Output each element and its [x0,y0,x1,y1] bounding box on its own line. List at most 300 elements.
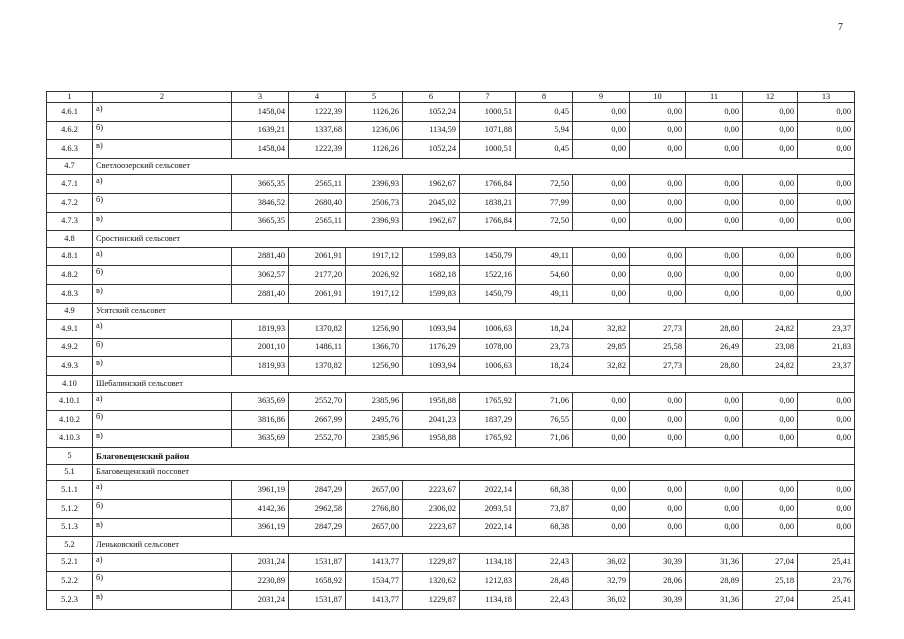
value-cell: 2962,58 [289,500,346,519]
value-cell: 2093,51 [460,500,516,519]
value-cell: 25,41 [798,553,855,572]
value-cell: 2306,02 [403,500,460,519]
value-cell: 0,00 [743,212,798,231]
column-number-header: 10 [630,92,686,103]
section-code: 4.10 [47,375,93,392]
value-cell: 3846,52 [232,193,289,212]
value-cell: 2565,11 [289,212,346,231]
value-cell: 5,94 [516,121,573,140]
column-number-header: 3 [232,92,289,103]
value-cell: 0,00 [573,481,630,500]
value-cell: 76,55 [516,411,573,430]
value-cell: 36,02 [573,553,630,572]
value-cell: 1126,26 [346,103,403,122]
row-variant: б) [93,572,232,591]
value-cell: 0,00 [798,284,855,303]
value-cell: 2177,20 [289,266,346,285]
value-cell: 0,00 [743,429,798,448]
row-code: 4.6.1 [47,103,93,122]
page-number: 7 [838,22,843,33]
table-row [47,500,855,519]
row-code: 4.6.2 [47,121,93,140]
value-cell: 1337,68 [289,121,346,140]
value-cell: 73,87 [516,500,573,519]
value-cell: 1229,87 [403,591,460,610]
row-code: 5.2.3 [47,591,93,610]
row-code: 5.2.1 [47,553,93,572]
section-title: Благовещенский поссовет [93,464,855,481]
value-cell: 0,00 [573,392,630,411]
value-cell: 1765,92 [460,429,516,448]
value-cell: 68,38 [516,518,573,537]
row-variant: а) [93,103,232,122]
value-cell: 1126,26 [346,140,403,159]
value-cell: 0,00 [798,103,855,122]
value-cell: 71,06 [516,392,573,411]
value-cell: 3635,69 [232,429,289,448]
value-cell: 1534,77 [346,572,403,591]
row-code: 4.6.3 [47,140,93,159]
value-cell: 21,83 [798,338,855,357]
row-variant: б) [93,266,232,285]
table-row [47,429,855,448]
value-cell: 0,00 [630,212,686,231]
value-cell: 1000,51 [460,103,516,122]
value-cell: 0,00 [573,500,630,519]
section-row [47,464,855,481]
value-cell: 1522,16 [460,266,516,285]
value-cell: 0,00 [798,392,855,411]
value-cell: 1958,88 [403,392,460,411]
value-cell: 0,00 [798,212,855,231]
table-row [47,518,855,537]
value-cell: 0,00 [798,193,855,212]
value-cell: 1256,90 [346,357,403,376]
value-cell: 1958,88 [403,429,460,448]
value-cell: 0,00 [743,140,798,159]
table-row [47,247,855,266]
value-cell: 1531,87 [289,553,346,572]
value-cell: 27,04 [743,591,798,610]
value-cell: 1052,24 [403,103,460,122]
value-cell: 0,00 [573,212,630,231]
value-cell: 0,00 [686,411,743,430]
value-cell: 0,00 [630,121,686,140]
value-cell: 2041,23 [403,411,460,430]
value-cell: 1000,51 [460,140,516,159]
value-cell: 2396,93 [346,175,403,194]
value-cell: 27,04 [743,553,798,572]
value-cell: 0,00 [743,121,798,140]
value-cell: 0,00 [743,247,798,266]
value-cell: 2667,99 [289,411,346,430]
value-cell: 2385,96 [346,392,403,411]
value-cell: 0,00 [630,429,686,448]
value-cell: 31,36 [686,553,743,572]
value-cell: 25,41 [798,591,855,610]
value-cell: 1766,84 [460,175,516,194]
value-cell: 72,50 [516,212,573,231]
value-cell: 2657,00 [346,518,403,537]
value-cell: 72,50 [516,175,573,194]
value-cell: 0,00 [743,392,798,411]
value-cell: 1450,79 [460,284,516,303]
row-code: 4.7.1 [47,175,93,194]
value-cell: 0,00 [686,266,743,285]
value-cell: 2026,92 [346,266,403,285]
value-cell: 1837,29 [460,411,516,430]
value-cell: 3961,19 [232,481,289,500]
value-cell: 0,00 [630,103,686,122]
row-code: 4.9.1 [47,320,93,339]
table-row [47,266,855,285]
value-cell: 23,08 [743,338,798,357]
value-cell: 0,00 [573,121,630,140]
row-code: 5.1.3 [47,518,93,537]
value-cell: 2552,70 [289,429,346,448]
section-title: Светлоозерский сельсовет [93,158,855,175]
row-variant: б) [93,121,232,140]
value-cell: 1413,77 [346,553,403,572]
value-cell: 0,00 [686,284,743,303]
value-cell: 18,24 [516,357,573,376]
section-title: Леньковский сельсовет [93,537,855,554]
value-cell: 0,00 [686,103,743,122]
value-cell: 1458,04 [232,140,289,159]
value-cell: 0,00 [743,103,798,122]
value-cell: 0,00 [743,266,798,285]
value-cell: 26,49 [686,338,743,357]
value-cell: 1917,12 [346,247,403,266]
value-cell: 0,00 [630,500,686,519]
value-cell: 31,36 [686,591,743,610]
table-row [47,338,855,357]
section-code: 4.7 [47,158,93,175]
value-cell: 2022,14 [460,481,516,500]
row-variant: а) [93,247,232,266]
section-code: 5 [47,448,93,465]
value-cell: 0,00 [573,140,630,159]
value-cell: 0,00 [686,212,743,231]
value-cell: 0,00 [743,481,798,500]
value-cell: 0,00 [630,518,686,537]
value-cell: 0,00 [686,518,743,537]
value-cell: 27,73 [630,320,686,339]
value-cell: 2230,89 [232,572,289,591]
row-code: 4.10.3 [47,429,93,448]
value-cell: 22,43 [516,591,573,610]
value-cell: 32,82 [573,320,630,339]
value-cell: 1819,93 [232,357,289,376]
value-cell: 1639,21 [232,121,289,140]
value-cell: 22,43 [516,553,573,572]
table-header-row [47,92,855,103]
column-number-header: 6 [403,92,460,103]
value-cell: 1766,84 [460,212,516,231]
value-cell: 25,58 [630,338,686,357]
value-cell: 1134,59 [403,121,460,140]
value-cell: 2506,73 [346,193,403,212]
value-cell: 0,00 [573,518,630,537]
row-variant: в) [93,212,232,231]
table-row [47,212,855,231]
value-cell: 0,00 [798,121,855,140]
value-cell: 1134,18 [460,553,516,572]
row-variant: в) [93,357,232,376]
section-code: 4.8 [47,231,93,248]
value-cell: 0,00 [686,392,743,411]
value-cell: 0,00 [630,266,686,285]
column-number-header: 13 [798,92,855,103]
value-cell: 1917,12 [346,284,403,303]
value-cell: 1236,06 [346,121,403,140]
table-row [47,175,855,194]
value-cell: 71,06 [516,429,573,448]
table-row [47,140,855,159]
row-code: 4.9.2 [47,338,93,357]
section-row [47,158,855,175]
row-variant: а) [93,320,232,339]
value-cell: 1658,92 [289,572,346,591]
value-cell: 1599,83 [403,247,460,266]
value-cell: 1320,62 [403,572,460,591]
value-cell: 32,79 [573,572,630,591]
value-cell: 32,82 [573,357,630,376]
column-number-header: 7 [460,92,516,103]
value-cell: 28,80 [686,320,743,339]
value-cell: 1819,93 [232,320,289,339]
value-cell: 0,00 [630,481,686,500]
column-number-header: 4 [289,92,346,103]
row-code: 5.2.2 [47,572,93,591]
value-cell: 1458,04 [232,103,289,122]
section-title: Сростинский сельсовет [93,231,855,248]
section-row [47,537,855,554]
value-cell: 0,00 [686,500,743,519]
value-cell: 28,80 [686,357,743,376]
value-cell: 1531,87 [289,591,346,610]
value-cell: 4142,36 [232,500,289,519]
value-cell: 2061,91 [289,247,346,266]
value-cell: 1413,77 [346,591,403,610]
row-code: 4.10.2 [47,411,93,430]
value-cell: 0,00 [630,284,686,303]
row-variant: в) [93,591,232,610]
section-code: 4.9 [47,303,93,320]
row-code: 4.8.3 [47,284,93,303]
value-cell: 1052,24 [403,140,460,159]
value-cell: 3635,69 [232,392,289,411]
table-row [47,320,855,339]
value-cell: 0,00 [743,500,798,519]
value-cell: 49,11 [516,247,573,266]
value-cell: 2385,96 [346,429,403,448]
value-cell: 27,73 [630,357,686,376]
row-variant: а) [93,175,232,194]
row-code: 5.1.1 [47,481,93,500]
value-cell: 2045,02 [403,193,460,212]
value-cell: 2223,67 [403,518,460,537]
value-cell: 28,06 [630,572,686,591]
column-number-header: 11 [686,92,743,103]
district-row [47,448,855,465]
value-cell: 23,73 [516,338,573,357]
value-cell: 30,39 [630,553,686,572]
value-cell: 28,48 [516,572,573,591]
row-code: 4.7.3 [47,212,93,231]
row-code: 4.7.2 [47,193,93,212]
value-cell: 25,18 [743,572,798,591]
value-cell: 1212,83 [460,572,516,591]
value-cell: 0,00 [573,103,630,122]
table-row [47,284,855,303]
value-cell: 1765,92 [460,392,516,411]
value-cell: 23,37 [798,320,855,339]
table-row [47,411,855,430]
value-cell: 2881,40 [232,247,289,266]
value-cell: 1370,82 [289,357,346,376]
section-code: 5.2 [47,537,93,554]
value-cell: 0,00 [798,175,855,194]
value-cell: 1370,82 [289,320,346,339]
value-cell: 68,38 [516,481,573,500]
value-cell: 2847,29 [289,518,346,537]
row-code: 5.1.2 [47,500,93,519]
value-cell: 1599,83 [403,284,460,303]
value-cell: 0,00 [686,121,743,140]
value-cell: 0,00 [686,193,743,212]
value-cell: 1134,18 [460,591,516,610]
value-cell: 0,00 [686,175,743,194]
value-cell: 2001,10 [232,338,289,357]
value-cell: 29,85 [573,338,630,357]
value-cell: 3665,35 [232,175,289,194]
value-cell: 1006,63 [460,357,516,376]
table-row [47,103,855,122]
section-title: Шебалинский сельсовет [93,375,855,392]
value-cell: 49,11 [516,284,573,303]
row-variant: в) [93,429,232,448]
value-cell: 0,00 [630,175,686,194]
value-cell: 0,00 [573,411,630,430]
value-cell: 0,00 [798,140,855,159]
value-cell: 2881,40 [232,284,289,303]
column-number-header: 2 [93,92,232,103]
value-cell: 2022,14 [460,518,516,537]
value-cell: 18,24 [516,320,573,339]
value-cell: 3816,86 [232,411,289,430]
value-cell: 1222,39 [289,103,346,122]
value-cell: 1222,39 [289,140,346,159]
row-variant: а) [93,553,232,572]
row-variant: б) [93,411,232,430]
table-body [47,92,855,610]
value-cell: 1838,21 [460,193,516,212]
table-row [47,357,855,376]
district-title: Благовещенский район [93,448,855,465]
value-cell: 0,00 [686,429,743,448]
value-cell: 2847,29 [289,481,346,500]
value-cell: 1229,87 [403,553,460,572]
value-cell: 0,00 [686,140,743,159]
section-row [47,375,855,392]
value-cell: 24,82 [743,320,798,339]
value-cell: 0,00 [573,193,630,212]
value-cell: 0,00 [630,140,686,159]
value-cell: 0,00 [798,429,855,448]
value-cell: 2565,11 [289,175,346,194]
value-cell: 2657,00 [346,481,403,500]
row-code: 4.8.2 [47,266,93,285]
value-cell: 1486,11 [289,338,346,357]
column-number-header: 1 [47,92,93,103]
value-cell: 1093,94 [403,357,460,376]
section-row [47,231,855,248]
row-variant: б) [93,193,232,212]
value-cell: 0,00 [743,193,798,212]
value-cell: 0,00 [798,518,855,537]
value-cell: 0,45 [516,140,573,159]
value-cell: 0,00 [573,266,630,285]
value-cell: 0,45 [516,103,573,122]
value-cell: 24,82 [743,357,798,376]
value-cell: 0,00 [630,193,686,212]
value-cell: 3665,35 [232,212,289,231]
value-cell: 2766,80 [346,500,403,519]
value-cell: 1071,88 [460,121,516,140]
column-number-header: 12 [743,92,798,103]
value-cell: 2396,93 [346,212,403,231]
value-cell: 0,00 [798,247,855,266]
value-cell: 2061,91 [289,284,346,303]
section-title: Усятский сельсовет [93,303,855,320]
table-row [47,591,855,610]
table-row [47,481,855,500]
value-cell: 0,00 [743,284,798,303]
value-cell: 0,00 [573,247,630,266]
value-cell: 2031,24 [232,591,289,610]
value-cell: 23,76 [798,572,855,591]
row-variant: б) [93,338,232,357]
row-code: 4.9.3 [47,357,93,376]
table-row [47,193,855,212]
value-cell: 0,00 [743,175,798,194]
value-cell: 36,02 [573,591,630,610]
value-cell: 2223,67 [403,481,460,500]
table-row [47,392,855,411]
value-cell: 0,00 [798,266,855,285]
value-cell: 0,00 [686,481,743,500]
value-cell: 3961,19 [232,518,289,537]
value-cell: 1176,29 [403,338,460,357]
section-code: 5.1 [47,464,93,481]
value-cell: 2495,76 [346,411,403,430]
value-cell: 1682,18 [403,266,460,285]
row-variant: а) [93,481,232,500]
value-cell: 0,00 [798,500,855,519]
value-cell: 1006,63 [460,320,516,339]
value-cell: 0,00 [686,247,743,266]
value-cell: 0,00 [573,429,630,448]
value-cell: 0,00 [798,411,855,430]
column-number-header: 8 [516,92,573,103]
value-cell: 1366,70 [346,338,403,357]
value-cell: 3062,57 [232,266,289,285]
row-code: 4.8.1 [47,247,93,266]
section-row [47,303,855,320]
table-row [47,572,855,591]
row-variant: а) [93,392,232,411]
